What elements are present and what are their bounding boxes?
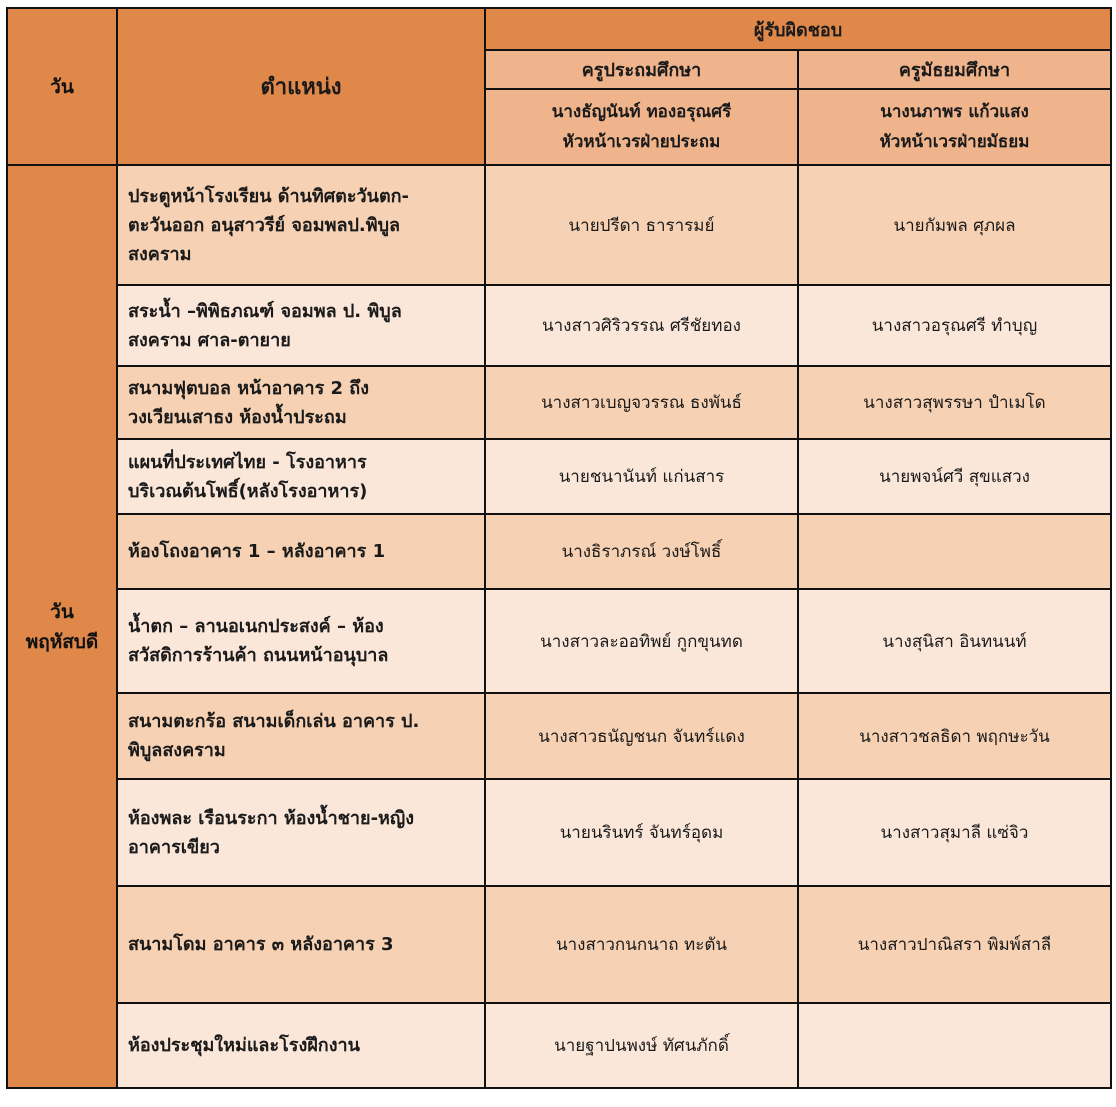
secondary-teacher-cell: นางสาวปาณิสรา พิมพ์สาลี xyxy=(798,886,1111,1003)
day-cell xyxy=(7,165,117,1088)
position-line: สงคราม xyxy=(128,243,192,265)
position-line: สระน้ำ –พิพิธภณฑ์ จอมพล ป. พิบูล xyxy=(128,300,402,322)
primary-lead-name: นางธัญนันท์ ทองอรุณศรี xyxy=(551,102,732,122)
position-line: ห้องพละ เรือนระกา ห้องน้ำชาย-หญิง xyxy=(128,807,415,829)
duty-table xyxy=(6,7,1112,1089)
position-line: สนามโดม อาคาร ๓ หลังอาคาร 3 xyxy=(128,934,394,955)
position-line: สนามตะกร้อ สนามเด็กเล่น อาคาร ป. xyxy=(128,711,420,732)
position-cell xyxy=(117,285,485,366)
primary-teacher-cell: นายปรีดา ธารารมย์ xyxy=(485,165,798,285)
position-cell xyxy=(117,1003,485,1088)
position-line: บริเวณต้นโพธิ์(หลังโรงอาหาร) xyxy=(128,480,368,502)
table-row xyxy=(7,366,1111,439)
secondary-teacher-cell: นายพจน์ศวี สุขแสวง xyxy=(798,439,1111,514)
table-row xyxy=(7,1003,1111,1088)
position-line: ห้องโถงอาคาร 1 – หลังอาคาร 1 xyxy=(128,541,386,562)
position-cell xyxy=(117,514,485,589)
position-line: ประตูหน้าโรงเรียน ด้านทิศตะวันตก- xyxy=(128,185,410,207)
primary-teacher-cell: นางสาวกนกนาถ ทะตัน xyxy=(485,886,798,1003)
primary-teacher-header: ครูประถมศึกษา xyxy=(485,50,798,89)
table-row xyxy=(7,285,1111,366)
position-cell xyxy=(117,366,485,439)
secondary-teacher-cell: นางสุนิสา อินทนนท์ xyxy=(798,589,1111,693)
position-cell xyxy=(117,165,485,285)
table-row xyxy=(7,514,1111,589)
table-row xyxy=(7,886,1111,1003)
primary-lead-cell xyxy=(485,89,798,165)
position-cell xyxy=(117,589,485,693)
position-line: พิบูลสงคราม xyxy=(128,740,226,761)
secondary-teacher-cell: นางสาวสุมาลี แซ่จิว xyxy=(798,779,1111,886)
position-cell xyxy=(117,439,485,514)
secondary-teacher-cell: นางสาวสุพรรษา ปำเมโด xyxy=(798,366,1111,439)
duty-table-wrapper xyxy=(6,7,1112,1089)
table-row xyxy=(7,165,1111,285)
position-line: น้ำตก – ลานอเนกประสงค์ – ห้อง xyxy=(128,616,384,637)
secondary-teacher-cell: นางสาวชลธิดา พฤกษะวัน xyxy=(798,693,1111,779)
day-line-2: พฤหัสบดี xyxy=(25,630,99,653)
header-row-1 xyxy=(7,8,1111,50)
table-row xyxy=(7,693,1111,779)
responsible-header: ผู้รับผิดชอบ xyxy=(485,8,1111,50)
secondary-lead-cell xyxy=(798,89,1111,165)
secondary-teacher-header: ครูมัธยมศึกษา xyxy=(798,50,1111,89)
primary-lead-role: หัวหน้าเวรฝ่ายประถม xyxy=(562,132,721,152)
day-header: วัน xyxy=(7,8,117,165)
primary-teacher-cell: นางสาวศิริวรรณ ศรีชัยทอง xyxy=(485,285,798,366)
table-row xyxy=(7,589,1111,693)
secondary-lead-name: นางนภาพร แก้วแสง xyxy=(880,102,1029,122)
table-row xyxy=(7,439,1111,514)
secondary-teacher-cell xyxy=(798,514,1111,589)
primary-teacher-cell: นางธิราภรณ์ วงษ์โพธิ์ xyxy=(485,514,798,589)
primary-teacher-cell: นางสาวเบญจวรรณ ธงพันธ์ xyxy=(485,366,798,439)
position-line: สนามฟุตบอล หน้าอาคาร 2 ถึง xyxy=(128,377,369,399)
secondary-teacher-cell xyxy=(798,1003,1111,1088)
secondary-lead-role: หัวหน้าเวรฝ่ายมัธยม xyxy=(879,132,1030,152)
day-line-1: วัน xyxy=(50,600,74,623)
position-header: ตำแหน่ง xyxy=(117,8,485,165)
position-line: แผนที่ประเทศไทย - โรงอาหาร xyxy=(128,451,367,473)
position-line: วงเวียนเสาธง ห้องน้ำประถม xyxy=(128,406,347,428)
primary-teacher-cell: นายชนานันท์ แก่นสาร xyxy=(485,439,798,514)
primary-teacher-cell: นายนรินทร์ จันทร์อุดม xyxy=(485,779,798,886)
position-line: ห้องประชุมใหม่และโรงฝึกงาน xyxy=(128,1035,360,1056)
secondary-teacher-cell: นางสาวอรุณศรี ทำบุญ xyxy=(798,285,1111,366)
secondary-teacher-cell: นายกัมพล ศุภผล xyxy=(798,165,1111,285)
position-line: สวัสดิการร้านค้า ถนนหน้าอนุบาล xyxy=(128,645,389,666)
position-cell xyxy=(117,886,485,1003)
position-cell xyxy=(117,779,485,886)
primary-teacher-cell: นางสาวละออทิพย์ กูกขุนทด xyxy=(485,589,798,693)
primary-teacher-cell: นายฐาปนพงษ์ ทัศนภักดิ์ xyxy=(485,1003,798,1088)
position-line: สงคราม ศาล-ตายาย xyxy=(128,329,291,351)
table-row xyxy=(7,779,1111,886)
primary-teacher-cell: นางสาวธนัญชนก จันทร์แดง xyxy=(485,693,798,779)
position-cell xyxy=(117,693,485,779)
position-line: ตะวันออก อนุสาวรีย์ จอมพลป.พิบูล xyxy=(128,214,401,236)
position-line: อาคารเขียว xyxy=(128,836,220,858)
